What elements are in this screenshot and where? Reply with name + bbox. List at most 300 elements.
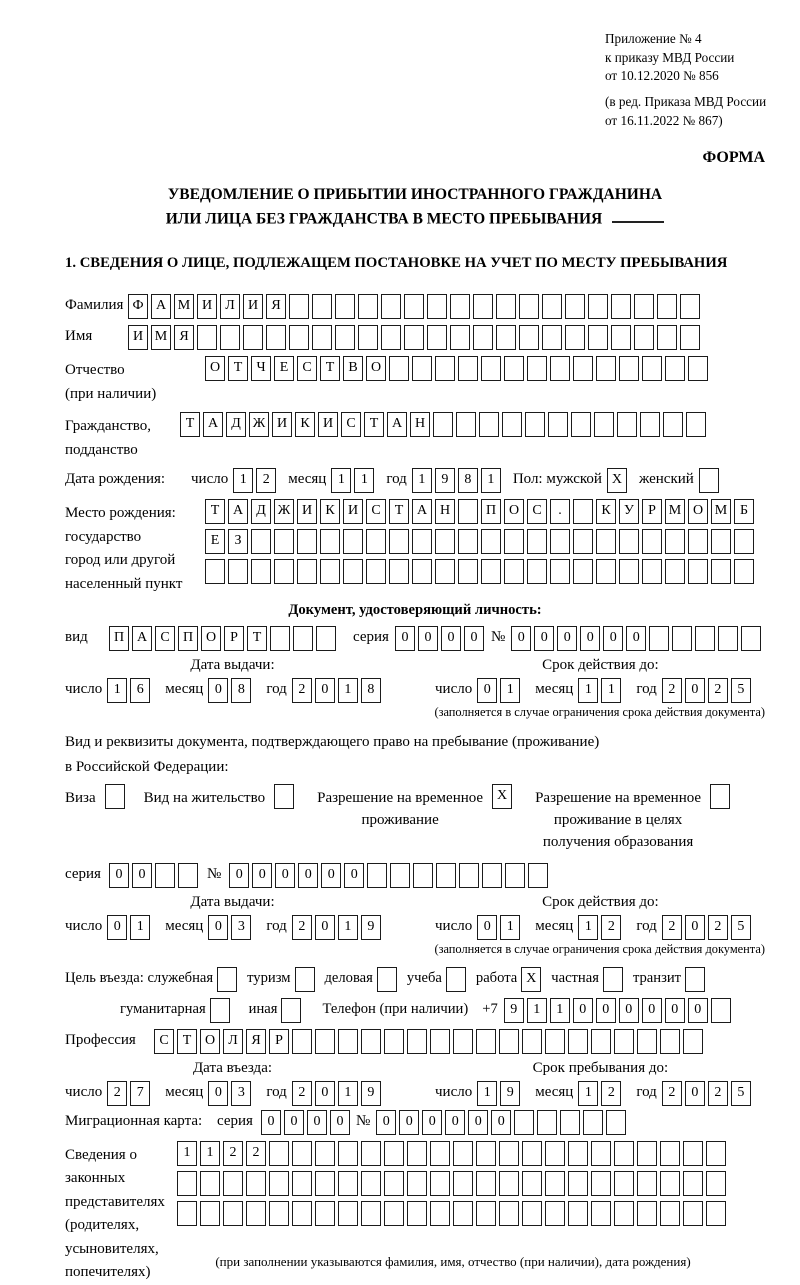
form-cell[interactable]: 1	[200, 1141, 220, 1166]
form-cell[interactable]	[446, 967, 466, 992]
form-cell[interactable]: И	[243, 294, 263, 319]
form-cell[interactable]	[734, 529, 754, 554]
form-cell[interactable]: 0	[596, 998, 616, 1023]
form-cell[interactable]	[361, 1141, 381, 1166]
form-cell[interactable]	[338, 1029, 358, 1054]
form-cell[interactable]	[476, 1029, 496, 1054]
form-cell[interactable]: С	[155, 626, 175, 651]
form-cell[interactable]: 2	[601, 1081, 621, 1106]
form-cell[interactable]	[683, 1141, 703, 1166]
form-cell[interactable]: 1	[412, 468, 432, 493]
form-cell[interactable]	[338, 1201, 358, 1226]
form-cell[interactable]	[614, 1201, 634, 1226]
form-cell[interactable]	[297, 559, 317, 584]
form-cell[interactable]	[583, 1110, 603, 1135]
form-cell[interactable]	[481, 559, 501, 584]
form-cell[interactable]	[358, 325, 378, 350]
form-cell[interactable]	[413, 863, 433, 888]
form-cell[interactable]: Т	[247, 626, 267, 651]
form-cell[interactable]: А	[228, 499, 248, 524]
form-cell[interactable]	[542, 294, 562, 319]
form-cell[interactable]: Т	[364, 412, 384, 437]
form-cell[interactable]: У	[619, 499, 639, 524]
form-cell[interactable]	[361, 1171, 381, 1196]
form-cell[interactable]	[459, 863, 479, 888]
form-cell[interactable]	[292, 1029, 312, 1054]
form-cell[interactable]	[155, 863, 175, 888]
form-cell[interactable]	[430, 1201, 450, 1226]
form-cell[interactable]: 2	[708, 678, 728, 703]
form-cell[interactable]: Б	[734, 499, 754, 524]
form-cell[interactable]: Е	[274, 356, 294, 381]
form-cell[interactable]	[412, 559, 432, 584]
form-cell[interactable]: 0	[315, 678, 335, 703]
form-cell[interactable]	[458, 499, 478, 524]
form-cell[interactable]	[734, 559, 754, 584]
form-cell[interactable]: 0	[298, 863, 318, 888]
form-cell[interactable]: 0	[261, 1110, 281, 1135]
form-cell[interactable]	[270, 626, 290, 651]
form-cell[interactable]	[611, 294, 631, 319]
form-cell[interactable]	[205, 559, 225, 584]
form-cell[interactable]	[453, 1201, 473, 1226]
form-cell[interactable]	[315, 1171, 335, 1196]
form-cell[interactable]: 0	[208, 678, 228, 703]
form-cell[interactable]	[588, 294, 608, 319]
form-cell[interactable]: Н	[410, 412, 430, 437]
form-cell[interactable]: М	[151, 325, 171, 350]
form-cell[interactable]	[297, 529, 317, 554]
form-cell[interactable]: 0	[688, 998, 708, 1023]
form-cell[interactable]	[685, 967, 705, 992]
form-cell[interactable]: З	[228, 529, 248, 554]
form-cell[interactable]	[706, 1171, 726, 1196]
form-cell[interactable]	[614, 1171, 634, 1196]
form-cell[interactable]	[389, 529, 409, 554]
form-cell[interactable]	[384, 1029, 404, 1054]
form-cell[interactable]	[545, 1141, 565, 1166]
form-cell[interactable]: И	[318, 412, 338, 437]
form-cell[interactable]: Т	[180, 412, 200, 437]
form-cell[interactable]	[528, 863, 548, 888]
form-cell[interactable]	[683, 1171, 703, 1196]
form-cell[interactable]	[637, 1141, 657, 1166]
form-cell[interactable]	[210, 998, 230, 1023]
form-cell[interactable]	[384, 1201, 404, 1226]
form-cell[interactable]	[335, 294, 355, 319]
form-cell[interactable]: А	[387, 412, 407, 437]
form-cell[interactable]: 0	[229, 863, 249, 888]
form-cell[interactable]: С	[341, 412, 361, 437]
form-cell[interactable]	[338, 1171, 358, 1196]
form-cell[interactable]	[741, 626, 761, 651]
form-cell[interactable]: Р	[224, 626, 244, 651]
form-cell[interactable]: 1	[233, 468, 253, 493]
form-cell[interactable]	[680, 294, 700, 319]
form-cell[interactable]	[389, 356, 409, 381]
form-cell[interactable]: 2	[246, 1141, 266, 1166]
form-cell[interactable]: 2	[292, 1081, 312, 1106]
form-cell[interactable]	[514, 1110, 534, 1135]
form-cell[interactable]	[568, 1171, 588, 1196]
form-cell[interactable]: 0	[252, 863, 272, 888]
form-cell[interactable]	[522, 1141, 542, 1166]
form-cell[interactable]	[458, 356, 478, 381]
form-cell[interactable]: 0	[477, 678, 497, 703]
form-cell[interactable]: 0	[418, 626, 438, 651]
form-cell[interactable]	[499, 1171, 519, 1196]
form-cell[interactable]	[292, 1201, 312, 1226]
form-cell[interactable]: 2	[292, 678, 312, 703]
form-cell[interactable]: 0	[441, 626, 461, 651]
form-cell[interactable]	[619, 559, 639, 584]
form-cell[interactable]	[269, 1141, 289, 1166]
form-cell[interactable]	[596, 356, 616, 381]
form-cell[interactable]	[573, 559, 593, 584]
form-cell[interactable]: А	[151, 294, 171, 319]
form-cell[interactable]	[312, 294, 332, 319]
form-cell[interactable]: 0	[399, 1110, 419, 1135]
form-cell[interactable]	[435, 529, 455, 554]
form-cell[interactable]: 0	[330, 1110, 350, 1135]
form-cell[interactable]: И	[197, 294, 217, 319]
form-cell[interactable]	[522, 1171, 542, 1196]
form-cell[interactable]: И	[297, 499, 317, 524]
form-cell[interactable]	[565, 325, 585, 350]
form-cell[interactable]	[596, 529, 616, 554]
form-cell[interactable]: Р	[269, 1029, 289, 1054]
form-cell[interactable]	[660, 1201, 680, 1226]
form-cell[interactable]: 0	[315, 1081, 335, 1106]
form-cell[interactable]	[197, 325, 217, 350]
form-cell[interactable]	[315, 1029, 335, 1054]
form-cell[interactable]	[377, 967, 397, 992]
form-cell[interactable]	[560, 1110, 580, 1135]
form-cell[interactable]	[251, 559, 271, 584]
form-cell[interactable]: И	[272, 412, 292, 437]
form-cell[interactable]: 1	[601, 678, 621, 703]
form-cell[interactable]	[476, 1201, 496, 1226]
form-cell[interactable]: 5	[731, 1081, 751, 1106]
form-cell[interactable]	[274, 784, 294, 809]
form-cell[interactable]	[217, 967, 237, 992]
form-cell[interactable]	[496, 325, 516, 350]
form-cell[interactable]	[665, 529, 685, 554]
form-cell[interactable]	[660, 1141, 680, 1166]
form-cell[interactable]	[251, 529, 271, 554]
form-cell[interactable]: 0	[208, 915, 228, 940]
form-cell[interactable]	[665, 559, 685, 584]
form-cell[interactable]	[591, 1029, 611, 1054]
form-cell[interactable]: 1	[500, 678, 520, 703]
form-cell[interactable]	[266, 325, 286, 350]
form-cell[interactable]: П	[178, 626, 198, 651]
form-cell[interactable]	[404, 325, 424, 350]
form-cell[interactable]	[634, 325, 654, 350]
form-cell[interactable]	[649, 626, 669, 651]
form-cell[interactable]	[519, 294, 539, 319]
form-cell[interactable]: 0	[376, 1110, 396, 1135]
form-cell[interactable]: Я	[266, 294, 286, 319]
form-cell[interactable]	[316, 626, 336, 651]
form-cell[interactable]	[292, 1171, 312, 1196]
form-cell[interactable]	[243, 325, 263, 350]
form-cell[interactable]	[389, 559, 409, 584]
form-cell[interactable]	[688, 356, 708, 381]
form-cell[interactable]	[220, 325, 240, 350]
form-cell[interactable]	[672, 626, 692, 651]
form-cell[interactable]	[571, 412, 591, 437]
form-cell[interactable]: 0	[557, 626, 577, 651]
form-cell[interactable]: 0	[573, 998, 593, 1023]
form-cell[interactable]: 1	[477, 1081, 497, 1106]
form-cell[interactable]: А	[412, 499, 432, 524]
form-cell[interactable]	[606, 1110, 626, 1135]
form-cell[interactable]: 0	[477, 915, 497, 940]
form-cell[interactable]: 0	[619, 998, 639, 1023]
form-cell[interactable]: Д	[251, 499, 271, 524]
form-cell[interactable]: С	[366, 499, 386, 524]
form-cell[interactable]	[718, 626, 738, 651]
form-cell[interactable]	[361, 1029, 381, 1054]
form-cell[interactable]	[550, 356, 570, 381]
form-cell[interactable]: X	[521, 967, 541, 992]
form-cell[interactable]: 1	[338, 678, 358, 703]
form-cell[interactable]: 0	[109, 863, 129, 888]
form-cell[interactable]	[663, 412, 683, 437]
form-cell[interactable]	[642, 529, 662, 554]
form-cell[interactable]: 0	[208, 1081, 228, 1106]
form-cell[interactable]: М	[174, 294, 194, 319]
form-cell[interactable]	[660, 1171, 680, 1196]
form-cell[interactable]: Л	[223, 1029, 243, 1054]
form-cell[interactable]	[315, 1141, 335, 1166]
form-cell[interactable]	[550, 559, 570, 584]
form-cell[interactable]	[404, 294, 424, 319]
form-cell[interactable]	[223, 1201, 243, 1226]
form-cell[interactable]: И	[343, 499, 363, 524]
form-cell[interactable]	[548, 412, 568, 437]
form-cell[interactable]	[594, 412, 614, 437]
form-cell[interactable]	[366, 559, 386, 584]
form-cell[interactable]	[435, 559, 455, 584]
form-cell[interactable]: К	[295, 412, 315, 437]
form-cell[interactable]: Д	[226, 412, 246, 437]
form-cell[interactable]: М	[665, 499, 685, 524]
form-cell[interactable]: 9	[504, 998, 524, 1023]
form-cell[interactable]: Т	[205, 499, 225, 524]
form-cell[interactable]	[588, 325, 608, 350]
form-cell[interactable]	[246, 1201, 266, 1226]
form-cell[interactable]: 0	[491, 1110, 511, 1135]
form-cell[interactable]	[568, 1029, 588, 1054]
form-cell[interactable]: 0	[132, 863, 152, 888]
form-cell[interactable]	[366, 529, 386, 554]
form-cell[interactable]: 3	[231, 915, 251, 940]
form-cell[interactable]	[573, 529, 593, 554]
form-cell[interactable]	[565, 294, 585, 319]
form-cell[interactable]	[456, 412, 476, 437]
form-cell[interactable]	[430, 1171, 450, 1196]
form-cell[interactable]: Ф	[128, 294, 148, 319]
form-cell[interactable]	[430, 1029, 450, 1054]
form-cell[interactable]	[269, 1201, 289, 1226]
form-cell[interactable]	[617, 412, 637, 437]
form-cell[interactable]	[223, 1171, 243, 1196]
form-cell[interactable]: 0	[395, 626, 415, 651]
form-cell[interactable]	[499, 1029, 519, 1054]
form-cell[interactable]	[637, 1029, 657, 1054]
form-cell[interactable]: П	[481, 499, 501, 524]
form-cell[interactable]: 1	[177, 1141, 197, 1166]
form-cell[interactable]: О	[688, 499, 708, 524]
form-cell[interactable]: 2	[708, 915, 728, 940]
form-cell[interactable]	[596, 559, 616, 584]
form-cell[interactable]	[545, 1029, 565, 1054]
form-cell[interactable]: Т	[389, 499, 409, 524]
form-cell[interactable]	[200, 1201, 220, 1226]
form-cell[interactable]: 0	[315, 915, 335, 940]
form-cell[interactable]: П	[109, 626, 129, 651]
form-cell[interactable]: 2	[708, 1081, 728, 1106]
form-cell[interactable]: 0	[321, 863, 341, 888]
form-cell[interactable]: 2	[256, 468, 276, 493]
form-cell[interactable]: X	[492, 784, 512, 809]
form-cell[interactable]: О	[201, 626, 221, 651]
form-cell[interactable]: 3	[231, 1081, 251, 1106]
form-cell[interactable]: Ж	[249, 412, 269, 437]
form-cell[interactable]	[430, 1141, 450, 1166]
form-cell[interactable]: И	[128, 325, 148, 350]
form-cell[interactable]	[603, 967, 623, 992]
form-cell[interactable]	[502, 412, 522, 437]
form-cell[interactable]: 2	[662, 1081, 682, 1106]
form-cell[interactable]	[338, 1141, 358, 1166]
form-cell[interactable]	[504, 529, 524, 554]
form-cell[interactable]	[527, 529, 547, 554]
form-cell[interactable]: X	[607, 468, 627, 493]
form-cell[interactable]: 1	[500, 915, 520, 940]
form-cell[interactable]	[177, 1201, 197, 1226]
form-cell[interactable]: 5	[731, 915, 751, 940]
form-cell[interactable]: 8	[361, 678, 381, 703]
form-cell[interactable]: 1	[354, 468, 374, 493]
form-cell[interactable]: Ж	[274, 499, 294, 524]
form-cell[interactable]: 9	[361, 915, 381, 940]
form-cell[interactable]: 0	[534, 626, 554, 651]
form-cell[interactable]: А	[132, 626, 152, 651]
form-cell[interactable]: 0	[603, 626, 623, 651]
form-cell[interactable]	[499, 1141, 519, 1166]
form-cell[interactable]: 0	[685, 915, 705, 940]
form-cell[interactable]: О	[205, 356, 225, 381]
form-cell[interactable]	[573, 356, 593, 381]
form-cell[interactable]: 1	[578, 678, 598, 703]
form-cell[interactable]: 1	[578, 1081, 598, 1106]
form-cell[interactable]	[527, 356, 547, 381]
form-cell[interactable]	[591, 1141, 611, 1166]
form-cell[interactable]: Е	[205, 529, 225, 554]
form-cell[interactable]: 7	[130, 1081, 150, 1106]
form-cell[interactable]: 8	[458, 468, 478, 493]
form-cell[interactable]	[473, 325, 493, 350]
form-cell[interactable]: 0	[626, 626, 646, 651]
form-cell[interactable]: 0	[685, 1081, 705, 1106]
form-cell[interactable]	[384, 1171, 404, 1196]
form-cell[interactable]: 1	[331, 468, 351, 493]
form-cell[interactable]: 1	[338, 1081, 358, 1106]
form-cell[interactable]	[482, 863, 502, 888]
form-cell[interactable]	[200, 1171, 220, 1196]
form-cell[interactable]	[550, 529, 570, 554]
form-cell[interactable]: Т	[320, 356, 340, 381]
form-cell[interactable]	[545, 1201, 565, 1226]
form-cell[interactable]	[289, 325, 309, 350]
form-cell[interactable]	[481, 529, 501, 554]
form-cell[interactable]: 0	[307, 1110, 327, 1135]
form-cell[interactable]	[381, 325, 401, 350]
form-cell[interactable]	[281, 998, 301, 1023]
form-cell[interactable]	[611, 325, 631, 350]
form-cell[interactable]	[504, 356, 524, 381]
form-cell[interactable]	[293, 626, 313, 651]
form-cell[interactable]	[295, 967, 315, 992]
form-cell[interactable]	[568, 1201, 588, 1226]
form-cell[interactable]	[688, 559, 708, 584]
form-cell[interactable]	[177, 1171, 197, 1196]
form-cell[interactable]: 0	[468, 1110, 488, 1135]
form-cell[interactable]	[505, 863, 525, 888]
form-cell[interactable]: Т	[228, 356, 248, 381]
form-cell[interactable]	[450, 325, 470, 350]
form-cell[interactable]	[642, 356, 662, 381]
form-cell[interactable]	[320, 529, 340, 554]
form-cell[interactable]: 2	[601, 915, 621, 940]
form-cell[interactable]	[105, 784, 125, 809]
form-cell[interactable]	[499, 1201, 519, 1226]
form-cell[interactable]	[476, 1141, 496, 1166]
form-cell[interactable]	[390, 863, 410, 888]
form-cell[interactable]	[407, 1141, 427, 1166]
form-cell[interactable]: 8	[231, 678, 251, 703]
form-cell[interactable]	[407, 1201, 427, 1226]
form-cell[interactable]: Ч	[251, 356, 271, 381]
form-cell[interactable]: 2	[292, 915, 312, 940]
form-cell[interactable]	[568, 1141, 588, 1166]
form-cell[interactable]	[504, 559, 524, 584]
form-cell[interactable]	[637, 1201, 657, 1226]
form-cell[interactable]: С	[527, 499, 547, 524]
form-cell[interactable]: 9	[435, 468, 455, 493]
form-cell[interactable]: 1	[481, 468, 501, 493]
form-cell[interactable]	[619, 356, 639, 381]
form-cell[interactable]	[522, 1029, 542, 1054]
form-cell[interactable]	[436, 863, 456, 888]
form-cell[interactable]: А	[203, 412, 223, 437]
form-cell[interactable]	[315, 1201, 335, 1226]
form-cell[interactable]: К	[320, 499, 340, 524]
form-cell[interactable]: С	[154, 1029, 174, 1054]
form-cell[interactable]	[665, 356, 685, 381]
form-cell[interactable]	[614, 1029, 634, 1054]
form-cell[interactable]: Р	[642, 499, 662, 524]
form-cell[interactable]	[519, 325, 539, 350]
form-cell[interactable]	[481, 356, 501, 381]
form-cell[interactable]	[688, 529, 708, 554]
form-cell[interactable]	[178, 863, 198, 888]
form-cell[interactable]	[496, 294, 516, 319]
form-cell[interactable]: 1	[578, 915, 598, 940]
